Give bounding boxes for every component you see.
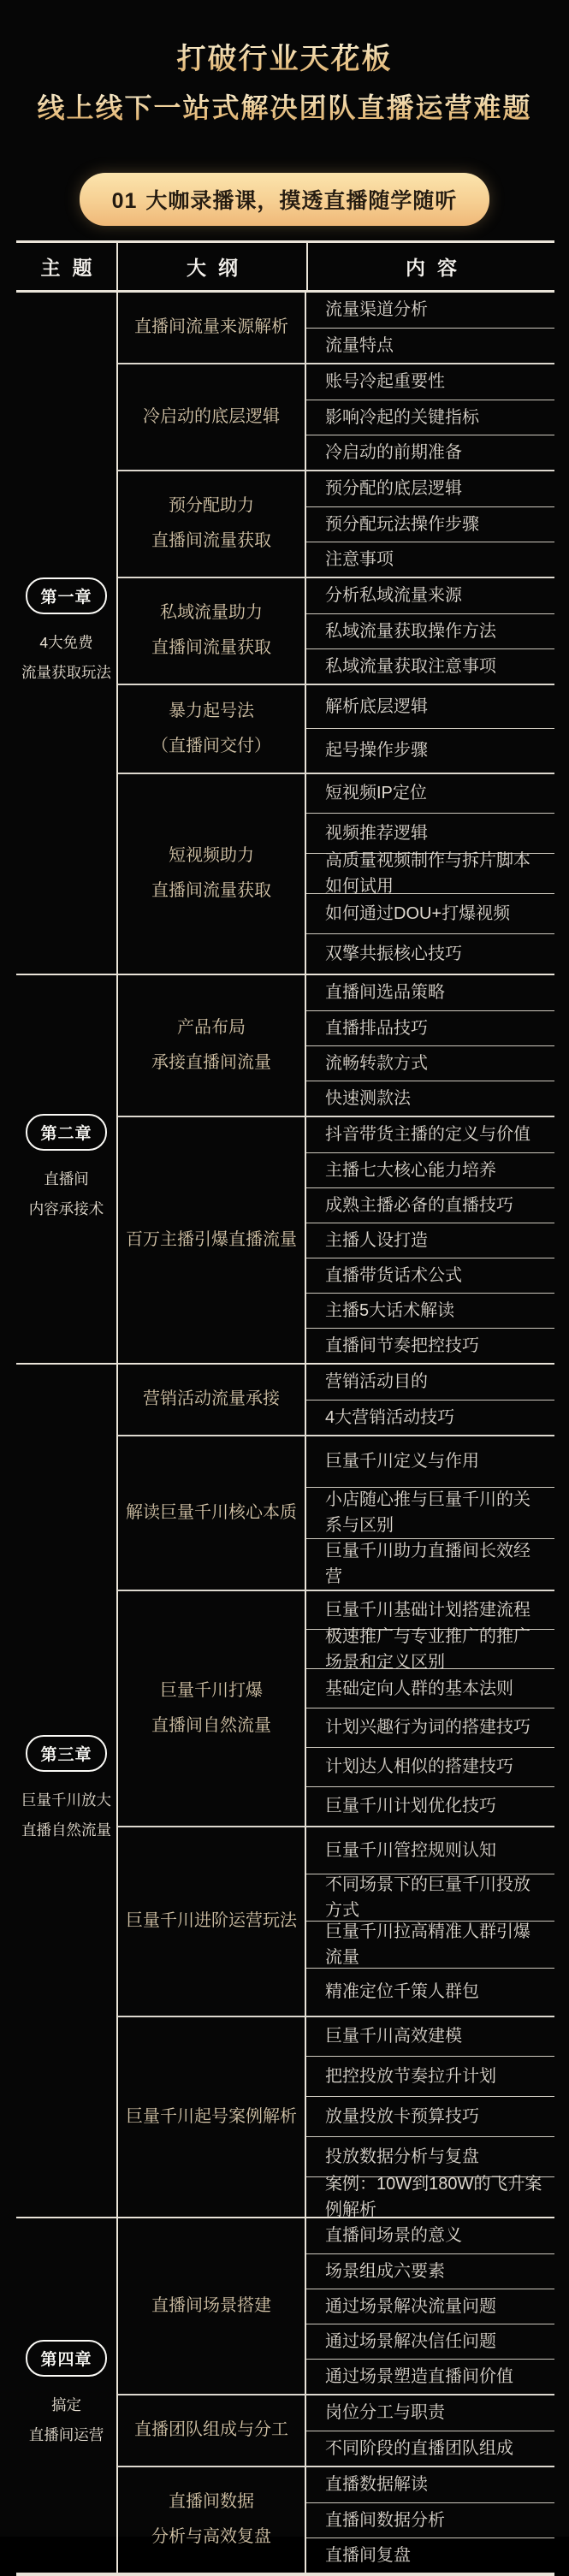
chapter-groups (118, 1365, 554, 2217)
content-item: 巨量千川拉高精准人群引爆流量 (306, 1921, 554, 1968)
content-item: 精准定位千策人群包 (306, 1968, 554, 2015)
page-subtitle: 线上线下一站式解决团队直播运营难题 (0, 91, 569, 125)
badge-text: 大咖录播课，摸透直播随学随听 (145, 188, 458, 213)
content-item: 场景组成六要素 (306, 2253, 554, 2289)
content-item: 巨量千川基础计划搭建流程 (325, 1600, 530, 1620)
chapter-row (16, 974, 554, 1363)
content-item: 案例：10W到180W的飞升案例解析 (306, 2176, 554, 2217)
content-item: 放量投放卡预算技巧 (306, 2096, 554, 2136)
outline-group-row (118, 684, 554, 773)
outline-text-line: 短视频助力 (169, 846, 254, 865)
outline-cell (118, 578, 306, 684)
content-item: 解析底层逻辑 (325, 696, 428, 716)
content-item: 直播间复盘 (306, 2538, 554, 2573)
content-item: 主播5大话术解读 (306, 1293, 554, 1328)
chapter-subtitle (21, 1785, 111, 1845)
content-item: 私域流量获取注意事项 (306, 648, 554, 684)
outline-text-line: 巨量千川起号案例解析 (126, 2106, 297, 2126)
outline-text-line: 巨量千川打爆 (160, 1680, 263, 1700)
outline-text-line: 直播间流量获取 (151, 531, 271, 550)
content-item: 基础定向人群的基本法则 (306, 1668, 554, 1708)
content-item: 直播间选品策略 (325, 983, 445, 1002)
hero-section (0, 0, 569, 226)
chapter-row (16, 1363, 554, 2217)
outline-text-line: 分析与高效复盘 (151, 2527, 271, 2546)
outline-group-row (118, 1826, 554, 2016)
content-item: 直播间节奏把控技巧 (306, 1328, 554, 1363)
content-items (306, 2017, 554, 2217)
content-item: 把控投放节奏拉升计划 (306, 2056, 554, 2096)
content-items (306, 1365, 554, 1435)
outline-group-row (118, 773, 554, 974)
content-item: 流量渠道分析 (325, 300, 428, 319)
badge-number: 01 (111, 188, 138, 213)
outline-text-line: 百万主播引爆直播流量 (126, 1229, 297, 1249)
outline-text-line: 暴力起号法 (169, 701, 254, 720)
chapter-label-badge: 第三章 (26, 1735, 106, 1772)
content-items (306, 293, 554, 363)
chapter-subtitle (21, 628, 111, 688)
content-items (306, 1591, 554, 1826)
table-header-row (16, 243, 554, 293)
content-item: 直播间数据分析 (306, 2502, 554, 2538)
content-item: 巨量千川高效建模 (325, 2027, 462, 2046)
content-items (306, 471, 554, 577)
content-item: 4大营销活动技巧 (306, 1400, 554, 1435)
outline-cell (118, 1591, 306, 1826)
outline-cell (118, 975, 306, 1116)
content-item: 短视频IP定位 (325, 784, 427, 803)
content-item: 直播间场景的意义 (325, 2226, 462, 2245)
content-item: 岗位分工与职责 (325, 2403, 445, 2422)
chapter-subtitle-line: 流量获取玩法 (21, 664, 111, 681)
content-item: 双擎共振核心技巧 (306, 933, 554, 974)
content-item: 注意事项 (306, 542, 554, 577)
chapter-subtitle (29, 2390, 104, 2450)
content-item: 冷启动的前期准备 (306, 435, 554, 470)
chapter-theme-cell (16, 975, 118, 1363)
chapter-subtitle-line: 巨量千川放大 (21, 1791, 111, 1809)
outline-cell (118, 1365, 306, 1435)
content-item: 影响冷起的关键指标 (306, 400, 554, 435)
outline-text-line: 承接直播间流量 (151, 1052, 271, 1072)
outline-text-line: 直播间流量来源解析 (134, 317, 288, 336)
chapter-subtitle-line: 内容承接术 (28, 1199, 104, 1217)
content-items (306, 2218, 554, 2394)
outline-cell (118, 1436, 306, 1590)
content-item: 巨量千川助力直播间长效经营 (306, 1538, 554, 1590)
content-item: 计划兴趣行为词的搭建技巧 (306, 1708, 554, 1747)
outline-cell (118, 774, 306, 974)
outline-group-row (118, 577, 554, 684)
content-item: 视频推荐逻辑 (306, 813, 554, 853)
content-item: 计划达人相似的搭建技巧 (306, 1747, 554, 1786)
content-item: 起号操作步骤 (306, 728, 554, 773)
content-items (306, 2467, 554, 2573)
content-item: 分析私域流量来源 (325, 586, 462, 605)
outline-text-line: 直播间流量获取 (151, 638, 271, 657)
chapter-subtitle-line: 直播间运营 (28, 2426, 104, 2443)
column-header-outline: 大纲 (118, 243, 308, 290)
content-item: 成熟主播必备的直播技巧 (306, 1187, 554, 1223)
chapter-subtitle-line: 4大免费 (39, 634, 93, 651)
chapter-theme-cell (16, 1365, 118, 2217)
outline-group-row (118, 2466, 554, 2573)
outline-cell (118, 2467, 306, 2573)
content-items (306, 774, 554, 974)
outline-text-line: 私域流量助力 (160, 603, 263, 622)
outline-cell (118, 293, 306, 363)
outline-group-row (118, 1435, 554, 1590)
content-item: 投放数据分析与复盘 (306, 2136, 554, 2176)
chapter-label-badge: 第二章 (26, 1114, 106, 1151)
content-item: 直播带货话术公式 (306, 1258, 554, 1293)
outline-group-row (118, 1365, 554, 1435)
outline-cell (118, 685, 306, 773)
section-badge (80, 173, 490, 226)
content-items (306, 1117, 554, 1363)
content-item: 极速推广与专业推广的推广场景和定义区别 (306, 1629, 554, 1668)
outline-cell (118, 2017, 306, 2217)
chapter-subtitle-line: 直播自然流量 (21, 1821, 111, 1839)
content-item: 不同场景下的巨量千川投放方式 (306, 1874, 554, 1921)
outline-cell (118, 2218, 306, 2394)
chapter-subtitle (29, 1164, 104, 1224)
content-item: 如何通过DOU+打爆视频 (306, 893, 554, 933)
content-items (306, 975, 554, 1116)
content-item: 巨量千川定义与作用 (325, 1452, 479, 1471)
page-title: 打破行业天花板 (0, 41, 569, 78)
outline-cell (118, 2395, 306, 2466)
content-items (306, 578, 554, 684)
outline-group-row (118, 363, 554, 470)
outline-text-line: 产品布局 (177, 1017, 246, 1037)
content-item: 流畅转款方式 (306, 1045, 554, 1081)
chapter-label-badge: 第四章 (26, 2340, 106, 2377)
content-items (306, 1827, 554, 2016)
content-item: 流量特点 (306, 328, 554, 363)
outline-text-line: 直播间数据 (169, 2492, 254, 2511)
content-item: 小店随心推与巨量千川的关系与区别 (306, 1487, 554, 1538)
chapter-theme-cell (16, 2218, 118, 2573)
content-item: 巨量千川管控规则认知 (325, 1840, 496, 1860)
content-item: 直播数据解读 (325, 2475, 428, 2494)
outline-text-line: 直播团队组成与分工 (134, 2420, 288, 2439)
content-item: 快速测款法 (306, 1081, 554, 1116)
outline-text-line: 直播间自然流量 (151, 1715, 271, 1735)
outline-text-line: （直播间交付） (151, 736, 271, 755)
chapter-groups (118, 975, 554, 1363)
outline-cell (118, 364, 306, 470)
outline-group-row (118, 1590, 554, 1826)
content-item: 预分配玩法操作步骤 (306, 506, 554, 542)
outline-text-line: 直播间流量获取 (151, 881, 271, 900)
content-items (306, 685, 554, 773)
content-item: 高质量视频制作与拆片脚本如何试用 (306, 853, 554, 893)
outline-group-row (118, 975, 554, 1116)
outline-group-row (118, 2016, 554, 2217)
column-header-content: 内容 (406, 256, 469, 279)
content-items (306, 364, 554, 470)
outline-text-line: 解读巨量千川核心本质 (126, 1502, 297, 1522)
content-item: 不同阶段的直播团队组成 (306, 2431, 554, 2466)
content-item: 通过场景塑造直播间价值 (306, 2359, 554, 2394)
chapter-row (16, 2217, 554, 2573)
content-item: 营销活动目的 (325, 1372, 428, 1391)
chapter-groups (118, 2218, 554, 2573)
outline-group-row (118, 470, 554, 577)
chapter-theme-cell (16, 293, 118, 974)
content-item: 巨量千川计划优化技巧 (306, 1786, 554, 1826)
outline-cell (118, 1117, 306, 1363)
chapter-groups (118, 293, 554, 974)
chapter-label-badge: 第一章 (26, 577, 106, 614)
content-item: 抖音带货主播的定义与价值 (325, 1125, 530, 1144)
outline-text-line: 预分配助力 (169, 496, 254, 515)
outline-group-row (118, 2218, 554, 2394)
outline-group-row (118, 1116, 554, 1363)
outline-cell (118, 471, 306, 577)
content-items (306, 2395, 554, 2466)
content-item: 主播七大核心能力培养 (306, 1152, 554, 1187)
content-item: 直播排品技巧 (306, 1010, 554, 1045)
content-items (306, 1436, 554, 1590)
outline-text-line: 冷启动的底层逻辑 (143, 406, 280, 426)
outline-text-line: 营销活动流量承接 (143, 1389, 280, 1408)
chapter-row (16, 293, 554, 974)
outline-cell (118, 1827, 306, 2016)
outline-group-row (118, 293, 554, 363)
outline-text-line: 直播间场景搭建 (151, 2295, 271, 2315)
table-body (16, 293, 554, 2573)
content-item: 通过场景解决信任问题 (306, 2324, 554, 2359)
course-table (16, 240, 554, 2576)
content-item: 预分配的底层逻辑 (325, 479, 462, 498)
content-item: 主播人设打造 (306, 1223, 554, 1258)
column-header-theme: 主题 (16, 243, 118, 290)
content-item: 通过场景解决流量问题 (306, 2289, 554, 2324)
chapter-subtitle-line: 搞定 (51, 2396, 81, 2413)
outline-text-line: 巨量千川进阶运营玩法 (126, 1911, 297, 1930)
outline-group-row (118, 2394, 554, 2466)
content-item: 账号冷起重要性 (325, 372, 445, 391)
chapter-subtitle-line: 直播间 (44, 1170, 89, 1187)
content-item: 私域流量获取操作方法 (306, 613, 554, 648)
